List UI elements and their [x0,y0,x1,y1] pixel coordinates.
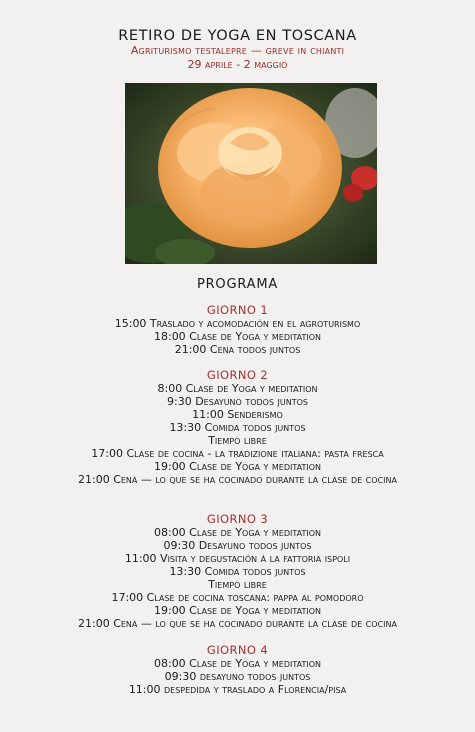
schedule-item: 15:00 Traslado y acomodación en el agroturismo [114,317,361,330]
day-block-1 [0,303,475,356]
schedule-item: 08:00 Clase de Yoga y meditation [153,526,322,539]
schedule-item: 9:30 Desayuno todos juntos [167,395,308,408]
day-block-2 [0,368,475,486]
venue-subtitle: Agriturismo testalepre — greve in chianti [130,44,345,57]
programa-heading: PROGRAMA [196,277,279,292]
schedule-item: 09:30 Desayuno todos juntos [163,539,312,552]
schedule-item: Tiempo libre [208,578,267,591]
schedule-item: 19:00 Clase de Yoga y meditation [153,460,322,473]
schedule-item: 8:00 Clase de Yoga y meditation [157,382,318,395]
schedule-item: 08:00 Clase de Yoga y meditation [153,657,322,670]
schedule-item: 17:00 Clase de cocina toscana: pappa al pomodoro [111,591,364,604]
schedule-item: 13:30 Comida todos juntos [169,565,306,578]
schedule-item: 13:30 Comida todos juntos [169,421,306,434]
page-title: RETIRO DE YOGA EN TOSCANA [118,28,357,44]
day-block-4 [0,643,475,696]
schedule-item: 21:00 Cena — lo que se ha cocinado durante la clase de cocina [78,617,397,630]
schedule-item: 11:00 Senderismo [192,408,283,421]
schedule-item: 19:00 Clase de Yoga y meditation [153,604,322,617]
schedule-item: 11:00 despedida y traslado a Florencia/pisa [128,683,347,696]
schedule-item: 21:00 Cena — lo que se ha cocinado durante la clase de cocina [78,473,397,486]
schedule-item: 18:00 Clase de Yoga y meditation [153,330,322,343]
schedule-item: 17:00 Clase de cocina - la tradizione italiana: pasta fresca [91,447,384,460]
day-heading: GIORNO 2 [206,368,269,382]
day-heading: GIORNO 3 [206,512,269,526]
schedule-item: Tiempo libre [208,434,267,447]
retreat-dates: 29 aprile - 2 maggio [187,58,288,71]
schedule-item: 11:00 Visita y degustación à la fattoria ispoli [124,552,351,565]
rose-photo [125,83,377,264]
day-heading: GIORNO 4 [206,643,269,657]
schedule-item: 21:00 Cena todos juntos [174,343,301,356]
schedule-item: 09:30 desayuno todos juntos [164,670,311,683]
day-heading: GIORNO 1 [206,303,269,317]
day-block-3 [0,512,475,630]
